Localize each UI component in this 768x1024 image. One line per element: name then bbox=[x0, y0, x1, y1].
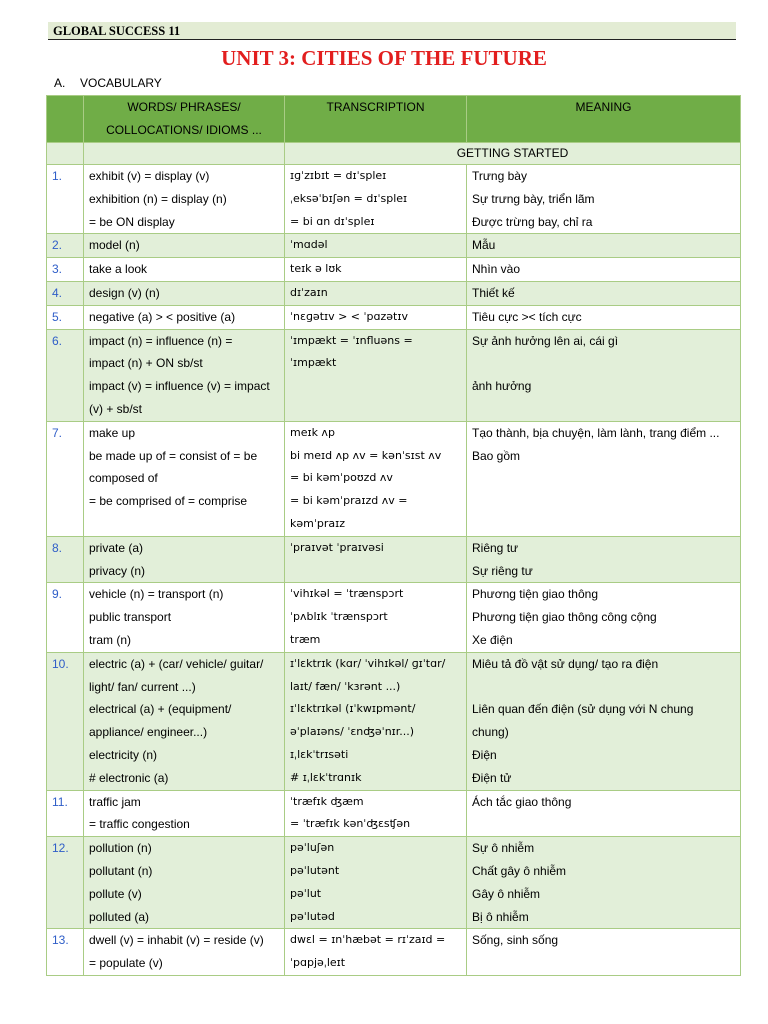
meaning-line: Sự ảnh hưởng lên ai, cái gì bbox=[472, 333, 619, 348]
transcription-line: = bi ɑn dɪˈspleɪ bbox=[290, 214, 375, 228]
word-line: # electronic (a) bbox=[89, 770, 169, 785]
header-words-line: COLLOCATIONS/ IDIOMS ... bbox=[106, 122, 262, 137]
meaning-line bbox=[472, 676, 740, 699]
transcription-cell bbox=[285, 281, 467, 305]
word-cell bbox=[84, 583, 285, 652]
word-line: traffic jam bbox=[89, 794, 141, 809]
transcription-line: pəˈlutənt bbox=[290, 863, 340, 877]
meaning-line: Thiết kế bbox=[472, 285, 515, 300]
meaning-line: Điện bbox=[472, 747, 497, 762]
meaning-line: Nhìn vào bbox=[472, 262, 521, 277]
transcription-line: meɪk ʌp bbox=[290, 425, 335, 439]
row-number: 5. bbox=[47, 305, 84, 329]
transcription-line: dɪˈzaɪn bbox=[290, 285, 328, 299]
row-number: 6. bbox=[47, 329, 84, 421]
subheading-row bbox=[47, 143, 741, 165]
meaning-line: Phương tiện giao thông bbox=[472, 587, 598, 602]
header-words-line: WORDS/ PHRASES/ bbox=[127, 100, 241, 114]
word-cell bbox=[84, 165, 285, 234]
word-line: exhibition (n) = display (n) bbox=[89, 191, 227, 206]
meaning-line: Phương tiện giao thông công cộng bbox=[472, 610, 657, 625]
meaning-line: Sự riêng tư bbox=[472, 563, 533, 578]
meaning-cell bbox=[467, 652, 741, 790]
transcription-line: bi meɪd ʌp ʌv = kənˈsɪst ʌv bbox=[290, 448, 442, 462]
word-line: impact (n) = influence (n) = bbox=[89, 333, 233, 348]
word-cell bbox=[84, 234, 285, 258]
transcription-cell bbox=[285, 258, 467, 282]
word-line: electric (a) + (car/ vehicle/ guitar/ bbox=[89, 656, 264, 671]
table-row bbox=[47, 329, 741, 421]
word-line: polluted (a) bbox=[89, 909, 150, 924]
meaning-line: Bao gồm bbox=[472, 448, 521, 463]
meaning-line bbox=[472, 513, 740, 536]
word-line: = be comprised of = comprise bbox=[89, 494, 248, 509]
header-transcription: TRANSCRIPTION bbox=[285, 96, 467, 143]
meaning-line: Trưng bày bbox=[472, 169, 527, 183]
table-header-row bbox=[47, 96, 741, 143]
header-words bbox=[84, 96, 285, 143]
transcription-cell bbox=[285, 536, 467, 583]
transcription-line: ˈnɛɡətɪv > < ˈpɑzətɪv bbox=[290, 309, 408, 323]
subheading-blank bbox=[84, 143, 285, 165]
row-number: 12. bbox=[47, 837, 84, 929]
transcription-line: ˈvihɪkəl = ˈtrænspɔrt bbox=[290, 587, 404, 601]
meaning-line: Sự ô nhiễm bbox=[472, 841, 535, 856]
transcription-cell bbox=[285, 790, 467, 837]
row-number: 13. bbox=[47, 929, 84, 976]
transcription-line: ˈɪmpækt bbox=[290, 356, 337, 370]
word-cell bbox=[84, 281, 285, 305]
meaning-line: Riêng tư bbox=[472, 540, 519, 555]
word-cell bbox=[84, 329, 285, 421]
meaning-cell bbox=[467, 165, 741, 234]
transcription-cell bbox=[285, 929, 467, 976]
meaning-line bbox=[472, 813, 740, 836]
unit-title: UNIT 3: CITIES OF THE FUTURE bbox=[221, 46, 547, 70]
meaning-cell bbox=[467, 583, 741, 652]
transcription-cell bbox=[285, 652, 467, 790]
transcription-cell bbox=[285, 329, 467, 421]
table-row bbox=[47, 536, 741, 583]
transcription-line bbox=[290, 398, 466, 421]
word-line: = be ON display bbox=[89, 214, 175, 229]
table-row bbox=[47, 790, 741, 837]
meaning-line: Được trừng bay, chỉ ra bbox=[472, 214, 593, 229]
vocabulary-table bbox=[46, 95, 741, 976]
word-line: tram (n) bbox=[89, 632, 131, 647]
word-line: negative (a) > < positive (a) bbox=[89, 309, 236, 324]
word-line: make up bbox=[89, 425, 136, 440]
transcription-cell bbox=[285, 837, 467, 929]
meaning-line: Gây ô nhiễm bbox=[472, 886, 541, 901]
transcription-line: ɪˌlɛkˈtrɪsəti bbox=[290, 747, 349, 761]
transcription-line: ɪˈlɛktrɪkəl (ɪˈkwɪpmənt/ bbox=[290, 702, 416, 716]
transcription-line: ˈmɑdəl bbox=[290, 238, 328, 252]
meaning-line: Mẫu bbox=[472, 238, 496, 253]
header-number-cell bbox=[47, 96, 84, 143]
meaning-line: Tạo thành, bịa chuyện, làm lành, trang điểm ... bbox=[472, 425, 720, 440]
word-cell bbox=[84, 305, 285, 329]
section-letter: A. bbox=[54, 76, 66, 90]
transcription-line: ˈtræfɪk ʤæm bbox=[290, 794, 364, 808]
transcription-line: teɪk ə lʊk bbox=[290, 262, 342, 276]
word-line: be made up of = consist of = be bbox=[89, 448, 258, 463]
section-name: VOCABULARY bbox=[80, 76, 162, 90]
transcription-line: pəˈlutəd bbox=[290, 909, 335, 923]
word-line: electricity (n) bbox=[89, 747, 158, 762]
header-meaning: MEANING bbox=[467, 96, 741, 143]
transcription-line: # ɪˌlɛkˈtrɑnɪk bbox=[290, 770, 362, 784]
meaning-cell bbox=[467, 258, 741, 282]
meaning-line bbox=[472, 398, 740, 421]
word-line: exhibit (v) = display (v) bbox=[89, 169, 210, 183]
word-line: light/ fan/ current ...) bbox=[89, 679, 196, 694]
word-cell bbox=[84, 258, 285, 282]
transcription-line: træm bbox=[290, 632, 321, 646]
row-number: 8. bbox=[47, 536, 84, 583]
table-row bbox=[47, 929, 741, 976]
series-name: GLOBAL SUCCESS 11 bbox=[53, 24, 181, 38]
word-cell bbox=[84, 536, 285, 583]
word-line: privacy (n) bbox=[89, 563, 146, 578]
word-cell bbox=[84, 421, 285, 536]
meaning-cell bbox=[467, 305, 741, 329]
series-header bbox=[48, 22, 736, 40]
word-line: = traffic congestion bbox=[89, 817, 190, 832]
word-line: pollutant (n) bbox=[89, 863, 153, 878]
word-line: pollute (v) bbox=[89, 886, 142, 901]
transcription-line: dwɛl = ɪnˈhæbət = rɪˈzaɪd = bbox=[290, 933, 446, 947]
table-row bbox=[47, 234, 741, 258]
transcription-line bbox=[290, 560, 466, 583]
table-row bbox=[47, 837, 741, 929]
transcription-line: ˌeksəˈbɪʃən = dɪˈspleɪ bbox=[290, 191, 408, 205]
meaning-cell bbox=[467, 281, 741, 305]
transcription-cell bbox=[285, 305, 467, 329]
transcription-line: ɪɡˈzɪbɪt = dɪˈspleɪ bbox=[290, 169, 387, 182]
transcription-cell bbox=[285, 583, 467, 652]
transcription-line: ˈpɑpjəˌleɪt bbox=[290, 956, 346, 970]
meaning-line: ảnh hưởng bbox=[472, 379, 532, 394]
meaning-line: Bị ô nhiễm bbox=[472, 909, 529, 924]
word-line: private (a) bbox=[89, 540, 144, 555]
transcription-line: laɪt/ fæn/ ˈkɜrənt ...) bbox=[290, 679, 401, 693]
meaning-cell bbox=[467, 837, 741, 929]
meaning-line: Xe điện bbox=[472, 632, 513, 647]
word-line: public transport bbox=[89, 610, 172, 625]
row-number: 7. bbox=[47, 421, 84, 536]
meaning-line: Sự trưng bày, triển lãm bbox=[472, 191, 595, 206]
meaning-line: Liên quan đến điện (sử dụng với N chung bbox=[472, 702, 694, 717]
meaning-line bbox=[472, 490, 740, 513]
table-row bbox=[47, 258, 741, 282]
meaning-cell bbox=[467, 536, 741, 583]
meaning-line bbox=[472, 352, 740, 375]
word-cell bbox=[84, 929, 285, 976]
meaning-line bbox=[472, 952, 740, 975]
meaning-line: Chất gây ô nhiễm bbox=[472, 863, 567, 878]
word-line: (v) + sb/st bbox=[89, 401, 143, 416]
meaning-cell bbox=[467, 329, 741, 421]
transcription-line: pəˈlut bbox=[290, 886, 322, 900]
row-number: 9. bbox=[47, 583, 84, 652]
transcription-line: = ˈtræfɪk kənˈʤɛsʧən bbox=[290, 817, 411, 831]
transcription-line: əˈplaɪəns/ ˈɛnʤəˈnɪr...) bbox=[290, 725, 415, 739]
section-heading bbox=[54, 75, 162, 91]
word-cell bbox=[84, 837, 285, 929]
transcription-line: kəmˈpraɪz bbox=[290, 516, 345, 530]
word-line: appliance/ engineer...) bbox=[89, 725, 208, 740]
word-line: take a look bbox=[89, 262, 148, 277]
word-line: electrical (a) + (equipment/ bbox=[89, 702, 232, 717]
meaning-line: Ách tắc giao thông bbox=[472, 794, 572, 809]
meaning-cell bbox=[467, 790, 741, 837]
meaning-cell bbox=[467, 421, 741, 536]
table-row bbox=[47, 583, 741, 652]
meaning-cell bbox=[467, 234, 741, 258]
word-line: model (n) bbox=[89, 238, 140, 253]
transcription-line: pəˈluʃən bbox=[290, 841, 335, 855]
transcription-cell bbox=[285, 165, 467, 234]
subheading-label: GETTING STARTED bbox=[285, 143, 741, 165]
word-line: impact (n) + ON sb/st bbox=[89, 356, 203, 371]
word-line: composed of bbox=[89, 471, 158, 486]
word-line: design (v) (n) bbox=[89, 285, 160, 300]
transcription-line bbox=[290, 375, 466, 398]
transcription-cell bbox=[285, 421, 467, 536]
transcription-line: ˈpʌblɪk ˈtrænspɔrt bbox=[290, 610, 388, 624]
row-number: 4. bbox=[47, 281, 84, 305]
word-line: impact (v) = influence (v) = impact bbox=[89, 379, 270, 394]
table-row bbox=[47, 165, 741, 234]
row-number: 3. bbox=[47, 258, 84, 282]
transcription-cell bbox=[285, 234, 467, 258]
meaning-line: Miêu tả đồ vật sử dụng/ tạo ra điện bbox=[472, 656, 659, 671]
table-row bbox=[47, 652, 741, 790]
transcription-line: = bi kəmˈpraɪzd ʌv = bbox=[290, 494, 408, 508]
meaning-line: Điện tử bbox=[472, 770, 512, 785]
transcription-line: ˈpraɪvət ˈpraɪvəsi bbox=[290, 540, 384, 554]
word-line: dwell (v) = inhabit (v) = reside (v) bbox=[89, 933, 264, 948]
transcription-line: = bi kəmˈpoʊzd ʌv bbox=[290, 471, 393, 485]
word-cell bbox=[84, 652, 285, 790]
transcription-line: ɪˈlɛktrɪk (kɑr/ ˈvihɪkəl/ ɡɪˈtɑr/ bbox=[290, 656, 446, 670]
word-line bbox=[89, 513, 284, 536]
table-row bbox=[47, 281, 741, 305]
meaning-line: Sống, sinh sống bbox=[472, 933, 559, 948]
row-number: 2. bbox=[47, 234, 84, 258]
row-number: 10. bbox=[47, 652, 84, 790]
meaning-line: Tiêu cực >< tích cực bbox=[472, 309, 582, 324]
transcription-line: ˈɪmpækt = ˈɪnfluəns = bbox=[290, 333, 413, 347]
table-row bbox=[47, 305, 741, 329]
row-number: 11. bbox=[47, 790, 84, 837]
word-line: vehicle (n) = transport (n) bbox=[89, 587, 224, 602]
word-line: = populate (v) bbox=[89, 956, 163, 971]
subheading-blank bbox=[47, 143, 84, 165]
row-number: 1. bbox=[47, 165, 84, 234]
meaning-line bbox=[472, 467, 740, 490]
word-cell bbox=[84, 790, 285, 837]
word-line: pollution (n) bbox=[89, 841, 152, 856]
meaning-cell bbox=[467, 929, 741, 976]
table-row bbox=[47, 421, 741, 536]
meaning-line: chung) bbox=[472, 725, 509, 740]
